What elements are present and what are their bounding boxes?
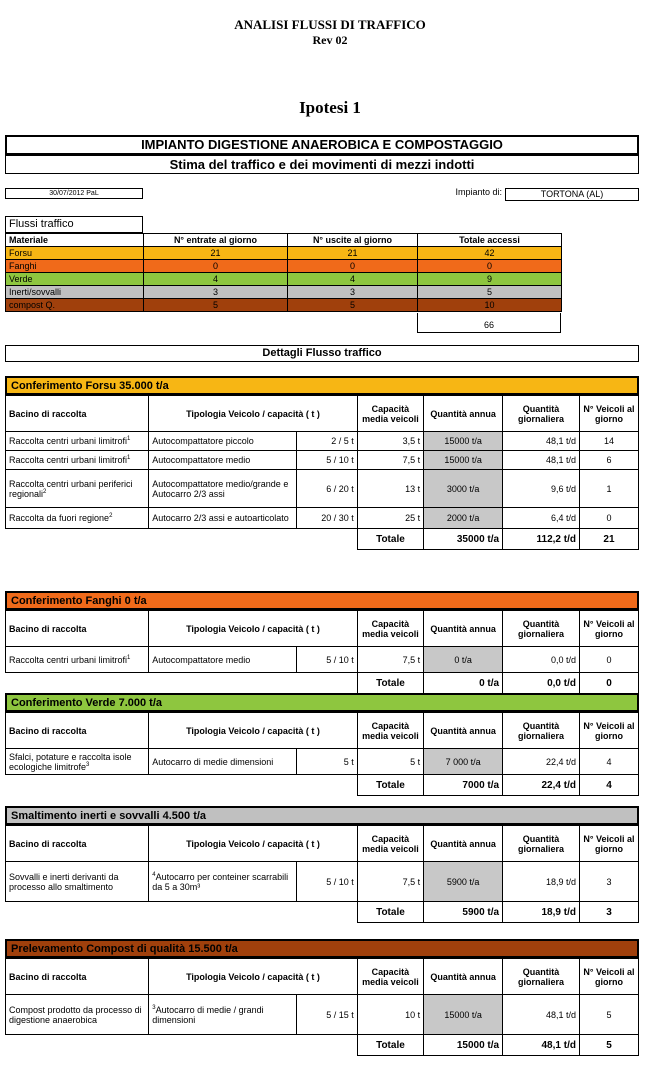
col-header-tipologia: Tipologia Veicolo / capacità ( t ) bbox=[149, 396, 358, 432]
section-header-row bbox=[6, 396, 639, 432]
total-row bbox=[6, 529, 639, 550]
tipologia-cell bbox=[149, 470, 296, 508]
flussi-row-inerti bbox=[6, 286, 562, 299]
capacita-range: 5 / 10 t bbox=[296, 862, 357, 902]
capacita-media: 7,5 t bbox=[357, 451, 423, 470]
section-title: Prelevamento Compost di qualità 15.500 t/a bbox=[5, 939, 639, 958]
section-title: Conferimento Forsu 35.000 t/a bbox=[5, 376, 639, 395]
tipologia-cell bbox=[149, 432, 296, 451]
tipologia-text: Autocompattatore piccolo bbox=[152, 436, 254, 446]
impianto-label: Impianto di: bbox=[455, 187, 502, 197]
total-veicoli: 5 bbox=[579, 1035, 638, 1056]
entrate-value: 4 bbox=[144, 273, 288, 286]
flussi-header: N° entrate al giorno bbox=[144, 234, 288, 247]
total-label: Totale bbox=[357, 673, 423, 694]
col-header-giornaliera: Quantità giornaliera bbox=[503, 826, 580, 862]
section-header-row bbox=[6, 713, 639, 749]
col-header-veicoli: N° Veicoli al giorno bbox=[579, 611, 638, 647]
col-header-bacino: Bacino di raccolta bbox=[6, 611, 149, 647]
quantita-annua: 5900 t/a bbox=[424, 862, 503, 902]
col-header-annua: Quantità annua bbox=[424, 713, 503, 749]
total-row bbox=[6, 1035, 639, 1056]
capacita-media: 7,5 t bbox=[357, 647, 423, 673]
entrate-value: 3 bbox=[144, 286, 288, 299]
flussi-header: N° uscite al giorno bbox=[288, 234, 418, 247]
total-giornaliera: 22,4 t/d bbox=[503, 775, 580, 796]
bacino-text: Raccolta da fuori regione bbox=[9, 513, 110, 523]
col-header-veicoli: N° Veicoli al giorno bbox=[579, 396, 638, 432]
col-header-giornaliera: Quantità giornaliera bbox=[503, 611, 580, 647]
capacita-media: 10 t bbox=[357, 995, 423, 1035]
quantita-annua: 15000 t/a bbox=[424, 451, 503, 470]
tipologia-text: Autocompattatore medio bbox=[152, 654, 251, 665]
total-giornaliera: 112,2 t/d bbox=[503, 529, 580, 550]
tipologia-text: Autocarro di medie / grandi dimensioni bbox=[152, 1004, 264, 1025]
tipologia-cell bbox=[149, 508, 296, 529]
capacita-range: 5 / 15 t bbox=[296, 995, 357, 1035]
col-header-capacita: Capacità media veicoli bbox=[357, 959, 423, 995]
quantita-annua: 2000 t/a bbox=[424, 508, 503, 529]
col-header-veicoli: N° Veicoli al giorno bbox=[579, 826, 638, 862]
col-header-bacino: Bacino di raccolta bbox=[6, 959, 149, 995]
totale-value: 5 bbox=[418, 286, 562, 299]
total-row bbox=[6, 902, 639, 923]
total-spacer bbox=[6, 902, 358, 923]
tipologia-cell bbox=[149, 451, 296, 470]
col-header-giornaliera: Quantità giornaliera bbox=[503, 396, 580, 432]
totale-value: 10 bbox=[418, 299, 562, 312]
col-header-tipologia: Tipologia Veicolo / capacità ( t ) bbox=[149, 611, 358, 647]
col-header-tipologia: Tipologia Veicolo / capacità ( t ) bbox=[149, 826, 358, 862]
footnote-ref: 4 bbox=[152, 871, 156, 878]
quantita-annua: 15000 t/a bbox=[424, 995, 503, 1035]
capacita-range: 5 t bbox=[296, 749, 357, 775]
footnote-ref: 2 bbox=[43, 488, 47, 495]
total-annua: 7000 t/a bbox=[424, 775, 503, 796]
capacita-media: 13 t bbox=[357, 470, 423, 508]
table-row bbox=[6, 508, 639, 529]
col-header-bacino: Bacino di raccolta bbox=[6, 396, 149, 432]
quantita-giornaliera: 6,4 t/d bbox=[503, 508, 580, 529]
col-header-veicoli: N° Veicoli al giorno bbox=[579, 713, 638, 749]
capacita-range: 2 / 5 t bbox=[296, 432, 357, 451]
total-veicoli: 21 bbox=[579, 529, 638, 550]
col-header-bacino: Bacino di raccolta bbox=[6, 713, 149, 749]
entrate-value: 0 bbox=[144, 260, 288, 273]
capacita-range: 5 / 10 t bbox=[296, 647, 357, 673]
tipologia-text: Autocarro di medie dimensioni bbox=[152, 756, 274, 767]
date-field: 30/07/2012 PaL bbox=[5, 188, 143, 199]
table-row bbox=[6, 432, 639, 451]
total-veicoli: 4 bbox=[579, 775, 638, 796]
bacino-text: Raccolta centri urbani periferici regionali bbox=[9, 478, 133, 499]
total-annua: 5900 t/a bbox=[424, 902, 503, 923]
total-spacer bbox=[6, 529, 358, 550]
quantita-annua: 3000 t/a bbox=[424, 470, 503, 508]
bacino-cell bbox=[6, 508, 149, 529]
section-table bbox=[5, 825, 639, 923]
total-label: Totale bbox=[357, 902, 423, 923]
material-name: Forsu bbox=[6, 247, 144, 260]
flussi-header-row bbox=[6, 234, 562, 247]
section-header-row bbox=[6, 611, 639, 647]
table-row bbox=[6, 470, 639, 508]
bacino-text: Sovvalli e inerti derivanti da processo allo smaltimento bbox=[9, 871, 119, 892]
flussi-grand-total: 66 bbox=[417, 313, 561, 333]
ipotesi-title: Ipotesi 1 bbox=[299, 98, 361, 117]
bacino-text: Raccolta centri urbani limitrofi bbox=[9, 654, 128, 665]
col-header-veicoli: N° Veicoli al giorno bbox=[579, 959, 638, 995]
tipologia-text: Autocarro 2/3 assi e autoarticolato bbox=[152, 513, 289, 523]
flussi-row-compost bbox=[6, 299, 562, 312]
table-row bbox=[6, 647, 639, 673]
table-row bbox=[6, 995, 639, 1035]
col-header-capacita: Capacità media veicoli bbox=[357, 826, 423, 862]
total-label: Totale bbox=[357, 775, 423, 796]
footnote-ref: 1 bbox=[127, 455, 131, 461]
veicoli-giorno: 1 bbox=[579, 470, 638, 508]
section-table bbox=[5, 712, 639, 796]
col-header-capacita: Capacità media veicoli bbox=[357, 713, 423, 749]
table-row bbox=[6, 749, 639, 775]
uscite-value: 0 bbox=[288, 260, 418, 273]
total-spacer bbox=[6, 1035, 358, 1056]
flussi-row-fanghi bbox=[6, 260, 562, 273]
col-header-tipologia: Tipologia Veicolo / capacità ( t ) bbox=[149, 713, 358, 749]
banner-line1: IMPIANTO DIGESTIONE ANAEROBICA E COMPOSTAGGIO bbox=[5, 135, 639, 155]
quantita-giornaliera: 48,1 t/d bbox=[503, 451, 580, 470]
flussi-row-forsu bbox=[6, 247, 562, 260]
totale-value: 42 bbox=[418, 247, 562, 260]
material-name: Fanghi bbox=[6, 260, 144, 273]
tipologia-text: Autocompattatore medio/grande e Autocarro 2/3 assi bbox=[152, 478, 289, 499]
doc-rev: Rev 02 bbox=[312, 33, 348, 47]
bacino-cell bbox=[6, 451, 149, 470]
section-header-row bbox=[6, 959, 639, 995]
entrate-value: 21 bbox=[144, 247, 288, 260]
table-row bbox=[6, 451, 639, 470]
quantita-giornaliera: 22,4 t/d bbox=[503, 749, 580, 775]
tipologia-cell bbox=[149, 749, 296, 775]
veicoli-giorno: 14 bbox=[579, 432, 638, 451]
section-table bbox=[5, 395, 639, 550]
tipologia-cell bbox=[149, 995, 296, 1035]
capacita-media: 3,5 t bbox=[357, 432, 423, 451]
uscite-value: 3 bbox=[288, 286, 418, 299]
bacino-cell bbox=[6, 995, 149, 1035]
total-label: Totale bbox=[357, 1035, 423, 1056]
col-header-capacita: Capacità media veicoli bbox=[357, 396, 423, 432]
quantita-giornaliera: 0,0 t/d bbox=[503, 647, 580, 673]
doc-title: ANALISI FLUSSI DI TRAFFICO bbox=[234, 17, 426, 32]
capacita-range: 6 / 20 t bbox=[296, 470, 357, 508]
section-title: Smaltimento inerti e sovvalli 4.500 t/a bbox=[5, 806, 639, 825]
flussi-header: Totale accessi bbox=[418, 234, 562, 247]
total-giornaliera: 0,0 t/d bbox=[503, 673, 580, 694]
capacita-media: 25 t bbox=[357, 508, 423, 529]
col-header-giornaliera: Quantità giornaliera bbox=[503, 959, 580, 995]
veicoli-giorno: 0 bbox=[579, 647, 638, 673]
section-table bbox=[5, 610, 639, 694]
footnote-ref: 1 bbox=[127, 654, 131, 661]
footnote-ref: 3 bbox=[152, 1004, 156, 1011]
tipologia-cell bbox=[149, 862, 296, 902]
capacita-media: 5 t bbox=[357, 749, 423, 775]
veicoli-giorno: 4 bbox=[579, 749, 638, 775]
entrate-value: 5 bbox=[144, 299, 288, 312]
table-row bbox=[6, 862, 639, 902]
total-row bbox=[6, 775, 639, 796]
veicoli-giorno: 0 bbox=[579, 508, 638, 529]
total-annua: 35000 t/a bbox=[424, 529, 503, 550]
banner-line2: Stima del traffico e dei movimenti di mezzi indotti bbox=[5, 155, 639, 174]
col-header-annua: Quantità annua bbox=[424, 826, 503, 862]
total-giornaliera: 48,1 t/d bbox=[503, 1035, 580, 1056]
total-annua: 0 t/a bbox=[424, 673, 503, 694]
totale-value: 9 bbox=[418, 273, 562, 286]
section-header-row bbox=[6, 826, 639, 862]
dettagli-title: Dettagli Flusso traffico bbox=[5, 345, 639, 362]
material-name: compost Q. bbox=[6, 299, 144, 312]
bacino-cell bbox=[6, 470, 149, 508]
uscite-value: 4 bbox=[288, 273, 418, 286]
total-veicoli: 3 bbox=[579, 902, 638, 923]
footnote-ref: 2 bbox=[109, 513, 113, 519]
veicoli-giorno: 5 bbox=[579, 995, 638, 1035]
tipologia-text: Autocarro per conteiner scarrabili da 5 a 30m³ bbox=[152, 871, 289, 892]
material-name: Verde bbox=[6, 273, 144, 286]
total-row bbox=[6, 673, 639, 694]
quantita-giornaliera: 48,1 t/d bbox=[503, 995, 580, 1035]
bacino-cell bbox=[6, 749, 149, 775]
footnote-ref: 1 bbox=[127, 436, 131, 442]
bacino-text: Raccolta centri urbani limitrofi bbox=[9, 436, 128, 446]
veicoli-giorno: 3 bbox=[579, 862, 638, 902]
total-label: Totale bbox=[357, 529, 423, 550]
col-header-tipologia: Tipologia Veicolo / capacità ( t ) bbox=[149, 959, 358, 995]
total-giornaliera: 18,9 t/d bbox=[503, 902, 580, 923]
totale-value: 0 bbox=[418, 260, 562, 273]
bacino-text: Raccolta centri urbani limitrofi bbox=[9, 455, 128, 465]
col-header-annua: Quantità annua bbox=[424, 959, 503, 995]
quantita-annua: 15000 t/a bbox=[424, 432, 503, 451]
uscite-value: 5 bbox=[288, 299, 418, 312]
section-title: Conferimento Verde 7.000 t/a bbox=[5, 693, 639, 712]
quantita-giornaliera: 18,9 t/d bbox=[503, 862, 580, 902]
quantita-annua: 7 000 t/a bbox=[424, 749, 503, 775]
bacino-text: Sfalci, potature e raccolta isole ecologiche limitrofe bbox=[9, 751, 132, 772]
section-title: Conferimento Fanghi 0 t/a bbox=[5, 591, 639, 610]
col-header-annua: Quantità annua bbox=[424, 396, 503, 432]
flussi-title: Flussi traffico bbox=[5, 216, 143, 233]
quantita-giornaliera: 48,1 t/d bbox=[503, 432, 580, 451]
total-annua: 15000 t/a bbox=[424, 1035, 503, 1056]
total-spacer bbox=[6, 673, 358, 694]
capacita-media: 7,5 t bbox=[357, 862, 423, 902]
bacino-cell bbox=[6, 432, 149, 451]
total-veicoli: 0 bbox=[579, 673, 638, 694]
veicoli-giorno: 6 bbox=[579, 451, 638, 470]
tipologia-text: Autocompattatore medio bbox=[152, 455, 251, 465]
flussi-row-verde bbox=[6, 273, 562, 286]
flussi-header: Materiale bbox=[6, 234, 144, 247]
col-header-capacita: Capacità media veicoli bbox=[357, 611, 423, 647]
col-header-annua: Quantità annua bbox=[424, 611, 503, 647]
bacino-cell bbox=[6, 862, 149, 902]
bacino-cell bbox=[6, 647, 149, 673]
section-table bbox=[5, 958, 639, 1056]
quantita-annua: 0 t/a bbox=[424, 647, 503, 673]
total-spacer bbox=[6, 775, 358, 796]
bacino-text: Compost prodotto da processo di digestione anaerobica bbox=[9, 1004, 142, 1025]
col-header-giornaliera: Quantità giornaliera bbox=[503, 713, 580, 749]
tipologia-cell bbox=[149, 647, 296, 673]
material-name: Inerti/sovvalli bbox=[6, 286, 144, 299]
impianto-value: TORTONA (AL) bbox=[505, 188, 639, 201]
col-header-bacino: Bacino di raccolta bbox=[6, 826, 149, 862]
capacita-range: 20 / 30 t bbox=[296, 508, 357, 529]
uscite-value: 21 bbox=[288, 247, 418, 260]
footnote-ref: 3 bbox=[86, 761, 90, 768]
capacita-range: 5 / 10 t bbox=[296, 451, 357, 470]
quantita-giornaliera: 9,6 t/d bbox=[503, 470, 580, 508]
flussi-table bbox=[5, 233, 562, 312]
